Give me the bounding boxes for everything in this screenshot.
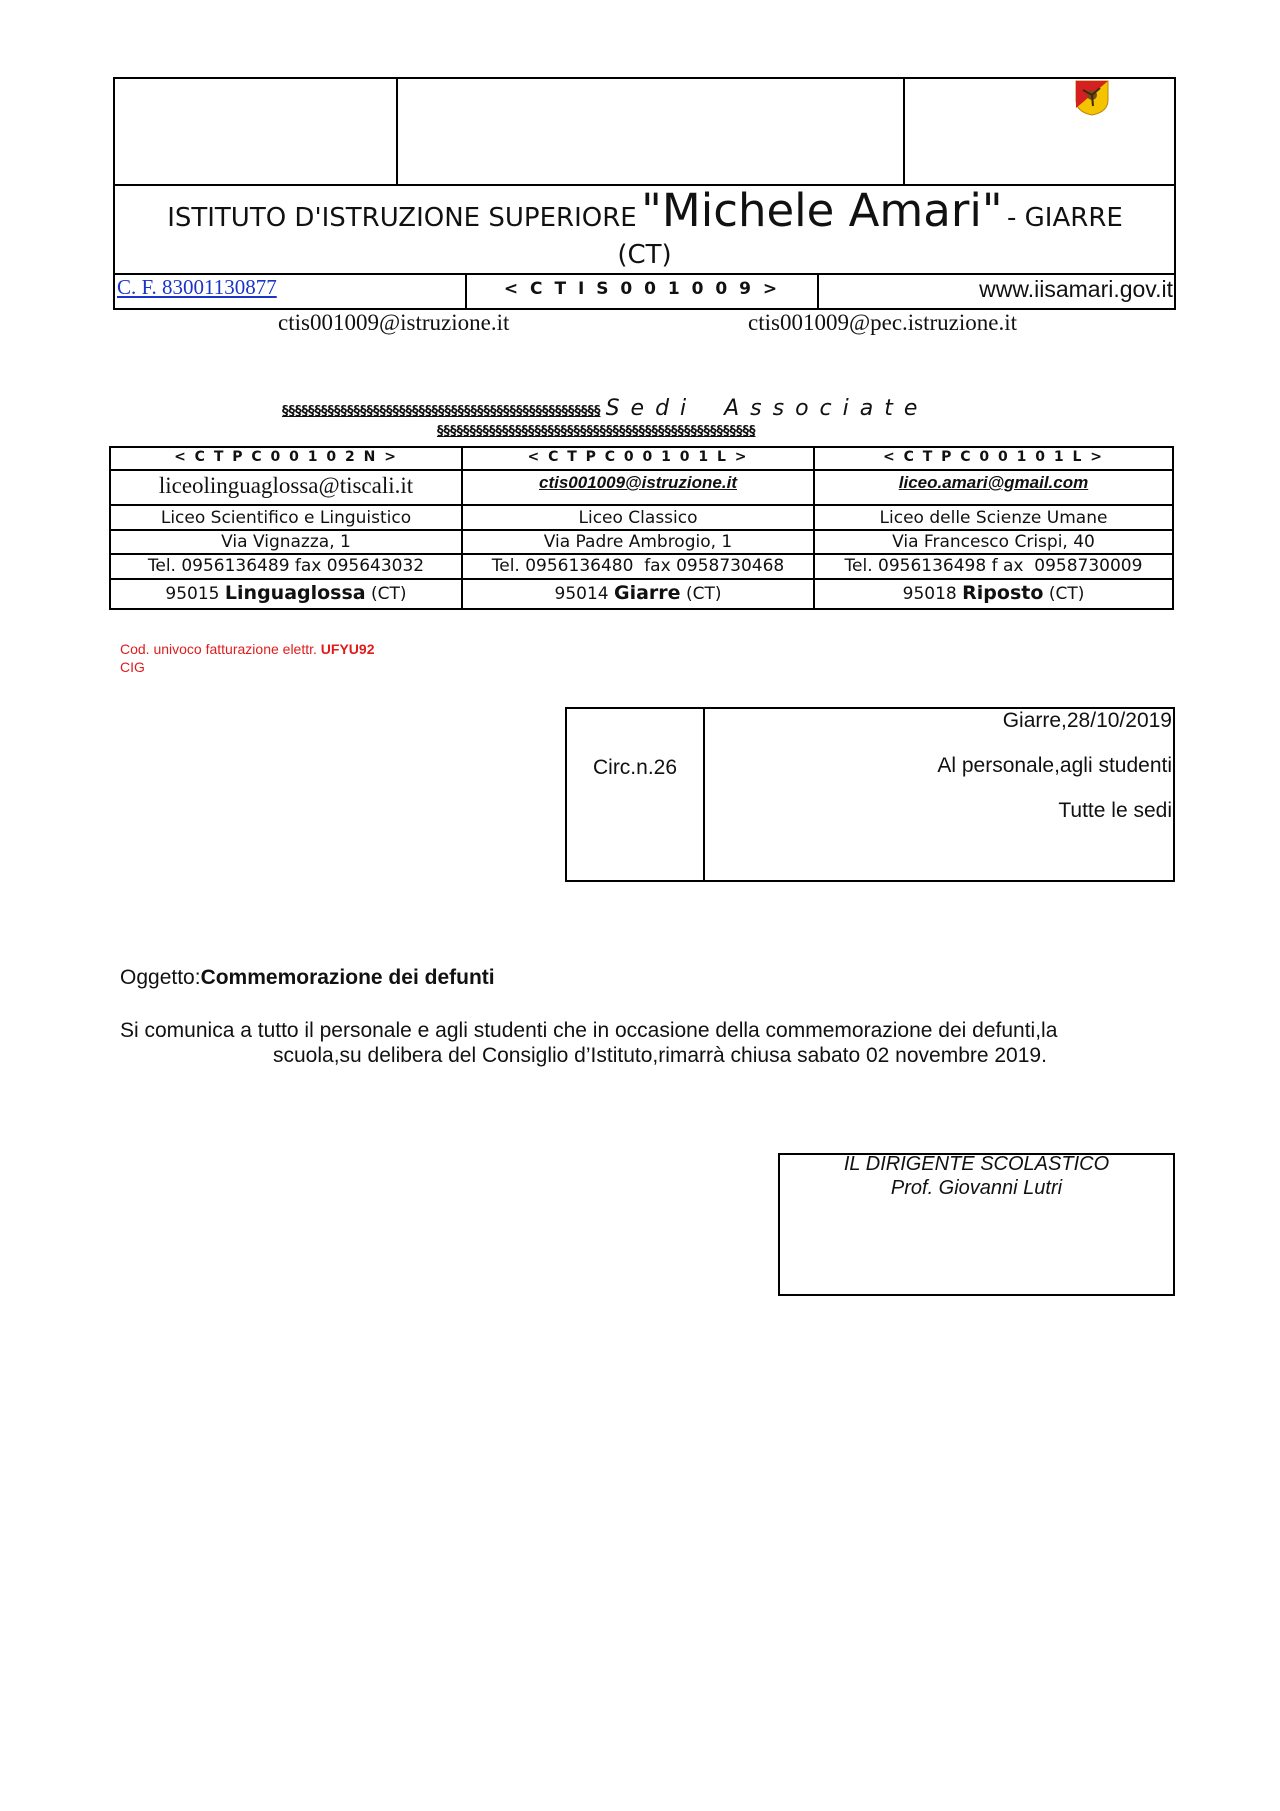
circular-locations: Tutte le sedi: [1058, 799, 1172, 822]
sede-city-line: [111, 582, 461, 604]
sedi-row-divider-5: [109, 578, 1174, 580]
subject-text: Commemorazione dei defunti: [200, 966, 495, 989]
sede-phone: Tel. 0956136498 f ax 0958730009: [844, 556, 1143, 576]
sede-code: < C T P C 0 0 1 0 2 N >: [174, 449, 398, 465]
sede-prov: (CT): [685, 584, 722, 604]
circular-date: Giarre,28/10/2019: [1002, 709, 1172, 732]
billing-line: [120, 641, 374, 657]
institute-title: [118, 184, 1172, 237]
sede-email[interactable]: liceo.amari@gmail.com: [898, 473, 1089, 492]
sede-email[interactable]: liceolinguaglossa@tiscali.it: [158, 473, 414, 498]
circular-box: [565, 707, 1175, 882]
sede-phone: Tel. 0956136480 fax 0958730468: [491, 556, 785, 576]
sicily-trinacria-emblem-icon: [1073, 78, 1111, 116]
signature-role: IL DIRIGENTE SCOLASTICO: [843, 1153, 1110, 1175]
sede-school: Liceo delle Scienze Umane: [879, 508, 1108, 528]
mechanographic-code: < C T I S 0 0 1 0 0 9 >: [503, 279, 781, 299]
website-link[interactable]: www.iisamari.gov.it: [979, 276, 1173, 302]
sede-cap: 95015: [165, 584, 220, 604]
sede-school: Liceo Classico: [578, 508, 698, 528]
sede-city-line: [463, 582, 813, 604]
billing-cig: CIG: [120, 659, 145, 675]
subject-label: Oggetto:: [120, 966, 201, 989]
sedi-title: S e d i A s s o c i a t e: [605, 396, 920, 421]
subject-line: [120, 966, 495, 990]
sede-phone: Tel. 0956136489 fax 095643032: [147, 556, 425, 576]
institute-name: "Michele Amari": [641, 184, 1003, 237]
sede-address: Via Padre Ambrogio, 1: [543, 532, 733, 552]
body-line-1: Si comunica a tutto il personale e agli studenti che in occasione della commemorazione dei defunti,la: [120, 1019, 1058, 1042]
sedi-ornament-top: §§§§§§§§§§§§§§§§§§§§§§§§§§§§§§§§§§§§§§§§§§§§§§§§§: [282, 404, 601, 419]
institute-province: (CT): [617, 240, 672, 270]
institute-suffix: - GIARRE: [1007, 203, 1123, 233]
sede-cap: 95018: [902, 584, 957, 604]
sedi-row-divider-3: [109, 529, 1174, 531]
sedi-ornament-bottom: §§§§§§§§§§§§§§§§§§§§§§§§§§§§§§§§§§§§§§§§§§§§§§§§§: [437, 424, 756, 439]
institute-prefix: ISTITUTO D'ISTRUZIONE SUPERIORE: [167, 203, 637, 233]
sedi-row-divider-2: [109, 504, 1174, 506]
letterhead-divider-1: [396, 77, 398, 185]
signature-name: Prof. Giovanni Lutri: [890, 1177, 1063, 1199]
institute-pec[interactable]: ctis001009@pec.istruzione.it: [748, 310, 1018, 335]
sede-prov: (CT): [371, 584, 407, 604]
sede-email[interactable]: ctis001009@istruzione.it: [539, 473, 737, 492]
circular-divider: [703, 707, 705, 882]
institute-email[interactable]: ctis001009@istruzione.it: [278, 310, 510, 335]
billing-label: Cod. univoco fatturazione elettr.: [120, 641, 317, 657]
letterhead-divider-2: [903, 77, 905, 185]
sede-cap: 95014: [554, 584, 609, 604]
sede-prov: (CT): [1048, 584, 1085, 604]
sede-address: Via Francesco Crispi, 40: [892, 532, 1095, 552]
sede-city: Linguaglossa: [224, 582, 366, 604]
circular-recipients: Al personale,agli studenti: [937, 754, 1172, 777]
sede-city: Riposto: [962, 582, 1044, 604]
codice-fiscale-link[interactable]: C. F. 83001130877: [117, 275, 277, 299]
sedi-heading: [282, 396, 919, 421]
sede-code: < C T P C 0 0 1 0 1 L >: [527, 449, 749, 465]
sede-school: Liceo Scientifico e Linguistico: [160, 508, 412, 528]
sede-address: Via Vignazza, 1: [221, 532, 351, 552]
sedi-row-divider-1: [109, 469, 1174, 471]
body-line-2: scuola,su delibera del Consiglio d’Istituto,rimarrà chiusa sabato 02 novembre 2019.: [273, 1044, 1047, 1067]
sede-city-line: [815, 582, 1172, 604]
circular-number: Circ.n.26: [592, 756, 678, 779]
billing-code: UFYU92: [320, 641, 375, 657]
sedi-row-divider-4: [109, 553, 1174, 555]
sede-code: < C T P C 0 0 1 0 1 L >: [882, 449, 1105, 465]
sede-city: Giarre: [614, 582, 681, 604]
